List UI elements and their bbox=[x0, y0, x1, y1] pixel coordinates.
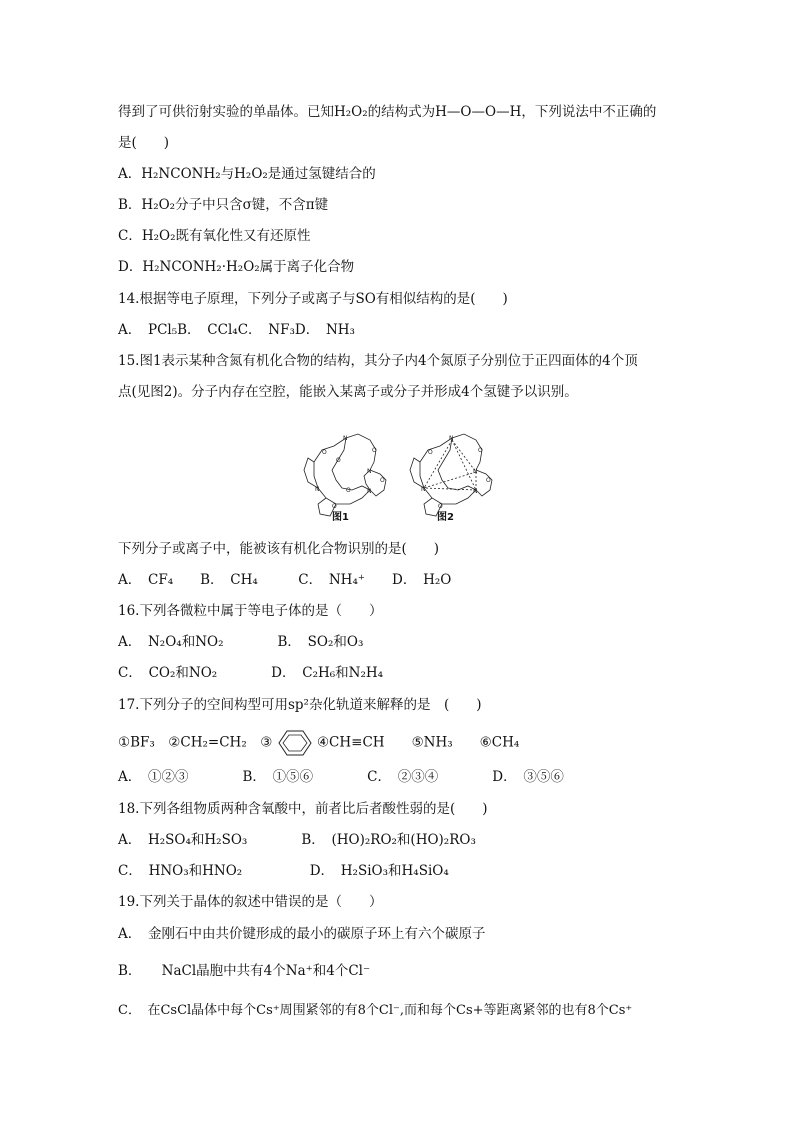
q17-compound-list bbox=[118, 729, 519, 757]
q16-stem: 16.下列各微粒中属于等电子体的是（ ） bbox=[118, 603, 383, 619]
q17-stem: 17.下列分子的空间构型可用sp²杂化轨道来解释的是 ( ) bbox=[118, 697, 482, 713]
q18-options-row2: C． HNO₃和HNO₂ D． H₂SiO₃和H₄SiO₄ bbox=[118, 863, 449, 879]
svg-text:N: N bbox=[449, 435, 454, 442]
q13-option-a: A．H₂NCONH₂与H₂O₂是通过氢键结合的 bbox=[118, 166, 376, 182]
q14-options: A． PCl₅B． CCl₄C． NF₃D． NH₃ bbox=[118, 322, 355, 338]
q19-option-a: A． 金刚石中由共价键形成的最小的碳原子环上有六个碳原子 bbox=[118, 926, 486, 942]
q13-stem-line2: 是( ) bbox=[118, 135, 170, 151]
q14-stem: 14.根据等电子原理，下列分子或离子与SO有相似结构的是( ) bbox=[118, 291, 508, 307]
svg-text:O: O bbox=[486, 477, 491, 484]
q13-stem-line1: 得到了可供衍射实验的单晶体。已知H₂O₂的结构式为H—O—O—H，下列说法中不正确的 bbox=[118, 104, 657, 120]
svg-text:O: O bbox=[372, 447, 377, 454]
svg-text:N: N bbox=[473, 488, 478, 495]
svg-text:O: O bbox=[322, 449, 327, 456]
svg-text:O: O bbox=[346, 487, 351, 494]
benzene-ring-icon bbox=[277, 729, 313, 757]
q17-list-part1: ①BF₃ ②CH₂=CH₂ ③ bbox=[118, 734, 273, 751]
svg-text:N: N bbox=[367, 468, 372, 475]
q17-list-part2: ④CH≡CH ⑤NH₃ ⑥CH₄ bbox=[316, 734, 520, 751]
q15-stem-line1: 15.图1表示某种含氮有机化合物的结构，其分子内4个氮原子分别位于正四面体的4个顶 bbox=[118, 353, 638, 369]
svg-text:O: O bbox=[380, 477, 385, 484]
svg-text:N: N bbox=[473, 468, 478, 475]
q15-stem-line2: 点(见图2)。分子内存在空腔，能嵌入某离子或分子并形成4个氢键予以识别。 bbox=[118, 384, 578, 400]
svg-text:N: N bbox=[367, 488, 372, 495]
cryptand-structure-figure bbox=[296, 418, 496, 526]
svg-text:O: O bbox=[336, 457, 341, 464]
figure-1-caption: 图1 bbox=[332, 512, 349, 523]
svg-text:O: O bbox=[478, 447, 483, 454]
q13-option-d: D．H₂NCONH₂·H₂O₂属于离子化合物 bbox=[118, 259, 355, 275]
q16-options-row1: A． N₂O₄和NO₂ B． SO₂和O₃ bbox=[118, 634, 364, 650]
svg-text:O: O bbox=[332, 503, 337, 510]
svg-text:N: N bbox=[343, 435, 348, 442]
figure-2-caption: 图2 bbox=[437, 512, 454, 523]
q13-option-c: C．H₂O₂既有氧化性又有还原性 bbox=[118, 228, 311, 244]
q18-options-row1: A． H₂SO₄和H₂SO₃ B． (HO)₂RO₂和(HO)₂RO₃ bbox=[118, 832, 476, 848]
q15-stem-line3: 下列分子或离子中，能被该有机化合物识别的是( ) bbox=[118, 541, 440, 557]
svg-text:N: N bbox=[421, 486, 426, 493]
q15-options: A． CF₄ B． CH₄ C． NH₄⁺ D． H₂O bbox=[118, 572, 452, 588]
q13-option-b: B．H₂O₂分子中只含σ键，不含π键 bbox=[118, 197, 329, 213]
q17-options: A． ①②③ B． ①⑤⑥ C． ②③④ D． ③⑤⑥ bbox=[118, 769, 564, 785]
svg-text:O: O bbox=[438, 503, 443, 510]
svg-text:O: O bbox=[428, 449, 433, 456]
svg-text:N: N bbox=[315, 486, 320, 493]
q19-option-c: C． 在CsCl晶体中每个Cs⁺周围紧邻的有8个Cl⁻,而和每个Cs+等距离紧邻的也有8个Cs⁺ bbox=[118, 1003, 633, 1018]
q16-options-row2: C． CO₂和NO₂ D． C₂H₆和N₂H₄ bbox=[118, 665, 384, 681]
q19-stem: 19.下列关于晶体的叙述中错误的是（ ） bbox=[118, 894, 383, 910]
q19-option-b: B． NaCl晶胞中共有4个Na⁺和4个Cl⁻ bbox=[118, 963, 371, 979]
q18-stem: 18.下列各组物质两种含氧酸中，前者比后者酸性弱的是( ) bbox=[118, 801, 488, 817]
